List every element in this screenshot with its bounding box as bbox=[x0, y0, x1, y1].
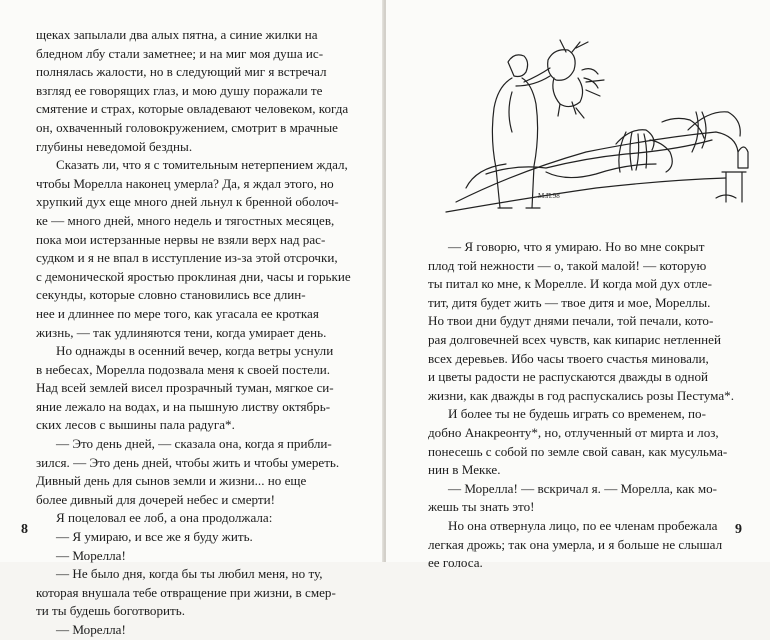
text-line: жизни, как дважды в год распускались розы Пестума*. bbox=[428, 387, 734, 403]
text-line: Но твои дни будут днями печали, той печали, кото- bbox=[428, 313, 714, 329]
text-line: ты питал ко мне, к Морелле. И когда мой дух отле- bbox=[428, 276, 712, 292]
text-line: Над всей землей висел прозрачный туман, мягкое си- bbox=[36, 380, 334, 396]
text-line: добно Анакреонту*, но, отлученный от мирта и лоз, bbox=[428, 424, 719, 440]
text-line: более дивный для дочерей небес и смерти! bbox=[36, 491, 275, 507]
text-line: — Не было дня, когда бы ты любил меня, но ту, bbox=[56, 566, 323, 582]
text-line: легкая дрожь; так она умерла, и я больше не слышал bbox=[428, 536, 723, 552]
page-number-left: 8 bbox=[21, 522, 28, 537]
text-line: всех деревьев. Ибо часы твоего счастья миновали, bbox=[428, 350, 709, 366]
text-line: Но она отвернула лицо, по ее членам пробежала bbox=[448, 517, 718, 533]
text-line: которая внушала тебе отвращение при жизни, в смер- bbox=[36, 584, 336, 600]
page-number-right: 9 bbox=[735, 522, 742, 537]
text-line: И более ты не будешь играть со временем, по- bbox=[448, 406, 706, 422]
text-line: ее голоса. bbox=[428, 555, 483, 571]
text-line: в небесах, Морелла подозвала меня к своей постели. bbox=[36, 361, 331, 377]
text-line: ских лесов с вышины пала радуга*. bbox=[36, 417, 235, 433]
text-line: судком и я не впал в исступление из-за этой отсрочки, bbox=[36, 250, 338, 266]
text-line: щеках запылали два алых пятна, а синие жилки на bbox=[36, 27, 318, 42]
text-line: Сказать ли, что я с томительным нетерпением ждал, bbox=[56, 157, 348, 173]
text-line: смятение и страх, которые овладевают человеком, когда bbox=[36, 101, 349, 117]
right-page-text bbox=[428, 238, 754, 573]
text-line: глубины неведомой бездны. bbox=[36, 138, 193, 154]
text-line: понесешь с собой по земле свой саван, как мусульма- bbox=[428, 443, 728, 459]
text-line: тит, дитя будет жить — твое дитя и мое, Мореллы. bbox=[428, 294, 711, 310]
text-line: он, охваченный головокружением, смотрит в мрачные bbox=[36, 119, 338, 135]
text-line: взгляд ее говорящих глаз, и мою душу поражали те bbox=[36, 82, 323, 98]
text-line: хрупкий дух еще много дней льнул к бренной оболоч- bbox=[36, 194, 339, 210]
text-line: — Морелла! bbox=[56, 622, 126, 637]
text-line: — Это день дней, — сказала она, когда я прибли- bbox=[56, 436, 332, 452]
text-line: жизнь, — так удлиняются тени, когда умирает день. bbox=[36, 324, 327, 340]
text-line: полнялась жалости, но в следующий миг я встречал bbox=[36, 64, 327, 80]
text-line: нее и длиннее по мере того, как угасала ее кроткая bbox=[36, 305, 319, 321]
left-page-text bbox=[36, 26, 362, 640]
text-line: секунды, которые словно становились все длин- bbox=[36, 287, 306, 303]
text-line: — Морелла! bbox=[56, 547, 126, 563]
left-page bbox=[0, 0, 384, 637]
text-line: — Морелла! — вскричал я. — Морелла, как мо- bbox=[448, 480, 718, 496]
text-line: рая долговечней всех чувств, как кипарис нетленней bbox=[428, 331, 721, 347]
text-line: бледном лбу стали заметнее; и на миг моя душа ис- bbox=[36, 45, 324, 61]
text-line: жешь ты знать это! bbox=[428, 499, 535, 515]
text-line: зился. — Это день дней, чтобы жить и чтобы умереть. bbox=[36, 454, 340, 470]
text-line: чтобы Морелла наконец умерла? Да, я ждал этого, но bbox=[36, 175, 334, 191]
deathbed-illustration bbox=[426, 22, 756, 227]
illustration-signature: М.П.98 bbox=[538, 192, 560, 200]
text-line: ти ты будешь боготворить. bbox=[36, 603, 185, 619]
text-line: яние лежало на водах, и на пышную листву октябрь- bbox=[36, 398, 331, 414]
text-line: с демонической яростью проклиная дни, часы и горькие bbox=[36, 268, 351, 284]
text-line: Дивный день для сынов земли и жизни... но еще bbox=[36, 473, 307, 489]
right-page bbox=[386, 0, 770, 571]
text-line: пока мои истерзанные нервы не взяли верх над рас- bbox=[36, 231, 326, 247]
text-line: ке — много дней, много недель и тягостных месяцев, bbox=[36, 212, 335, 228]
text-line: — Я говорю, что я умираю. Но во мне сокрыт bbox=[448, 239, 705, 254]
text-line: и цветы радости не распускаются дважды в одной bbox=[428, 369, 709, 385]
text-line: нин в Мекке. bbox=[428, 462, 501, 478]
text-line: Но однажды в осенний вечер, когда ветры уснули bbox=[56, 343, 334, 359]
text-line: — Я умираю, и все же я буду жить. bbox=[56, 529, 253, 545]
text-line: плод той нежности — о, такой малой! — которую bbox=[428, 257, 707, 273]
text-line: Я поцеловал ее лоб, а она продолжала: bbox=[56, 510, 273, 526]
